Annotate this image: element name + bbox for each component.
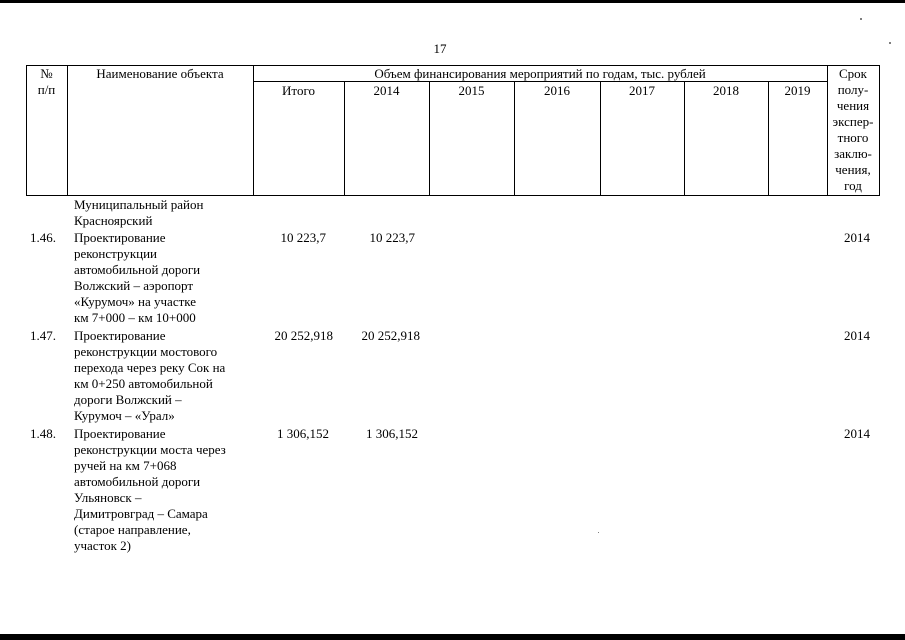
scan-speck	[598, 532, 599, 533]
header-col-number: № п/п	[37, 66, 56, 97]
scan-top-border	[0, 0, 905, 3]
header-year-2014: 2014	[373, 83, 400, 98]
header-year-total: Итого	[282, 83, 315, 98]
scan-bottom-border	[0, 634, 905, 640]
row-number: 1.47.	[30, 328, 56, 343]
header-year-2018: 2018	[713, 83, 739, 98]
row-deadline: 2014	[844, 328, 870, 343]
scan-speck	[860, 18, 862, 20]
row-object-name: Проектирование реконструкции мостового перехода через реку Сок на км 0+250 автомобильной дороги Волжский – Курумоч – «Урал»	[74, 328, 226, 423]
row-total: 20 252,918	[274, 328, 333, 343]
row-total: 1 306,152	[277, 426, 329, 441]
header-year-2015: 2015	[458, 83, 485, 98]
header-year-2016: 2016	[544, 83, 570, 98]
header-year-2017: 2017	[629, 83, 655, 98]
header-bottom-line	[26, 195, 880, 196]
row-2014: 10 223,7	[369, 230, 415, 245]
header-year-2019: 2019	[784, 83, 811, 98]
header-col-deadline: Срок полу- чения экспер- тного заклю- чения, год	[832, 66, 874, 193]
row-2014: 20 252,918	[361, 328, 420, 343]
row-deadline: 2014	[844, 426, 870, 441]
row-number: 1.46.	[30, 230, 56, 245]
col-line	[67, 65, 68, 196]
row-number: 1.48.	[30, 426, 56, 441]
header-col-name: Наименование объекта	[96, 66, 224, 81]
page-number: 17	[433, 41, 447, 56]
row-deadline: 2014	[844, 230, 870, 245]
section-title: Муниципальный район Красноярский	[74, 197, 204, 228]
row-object-name: Проектирование реконструкции моста через ручей на км 7+068 автомобильной дороги Ульяновск – Димитровград – Самара (старое направление, участок 2)	[74, 426, 226, 553]
row-object-name: Проектирование реконструкции автомобильной дороги Волжский – аэропорт «Курумоч» на участке км 7+000 – км 10+000	[74, 230, 201, 325]
row-2014: 1 306,152	[366, 426, 418, 441]
row-total: 10 223,7	[280, 230, 326, 245]
col-line	[879, 65, 880, 196]
header-col-financing: Объем финансирования мероприятий по годам, тыс. рублей	[374, 66, 706, 81]
scan-speck	[889, 42, 891, 44]
